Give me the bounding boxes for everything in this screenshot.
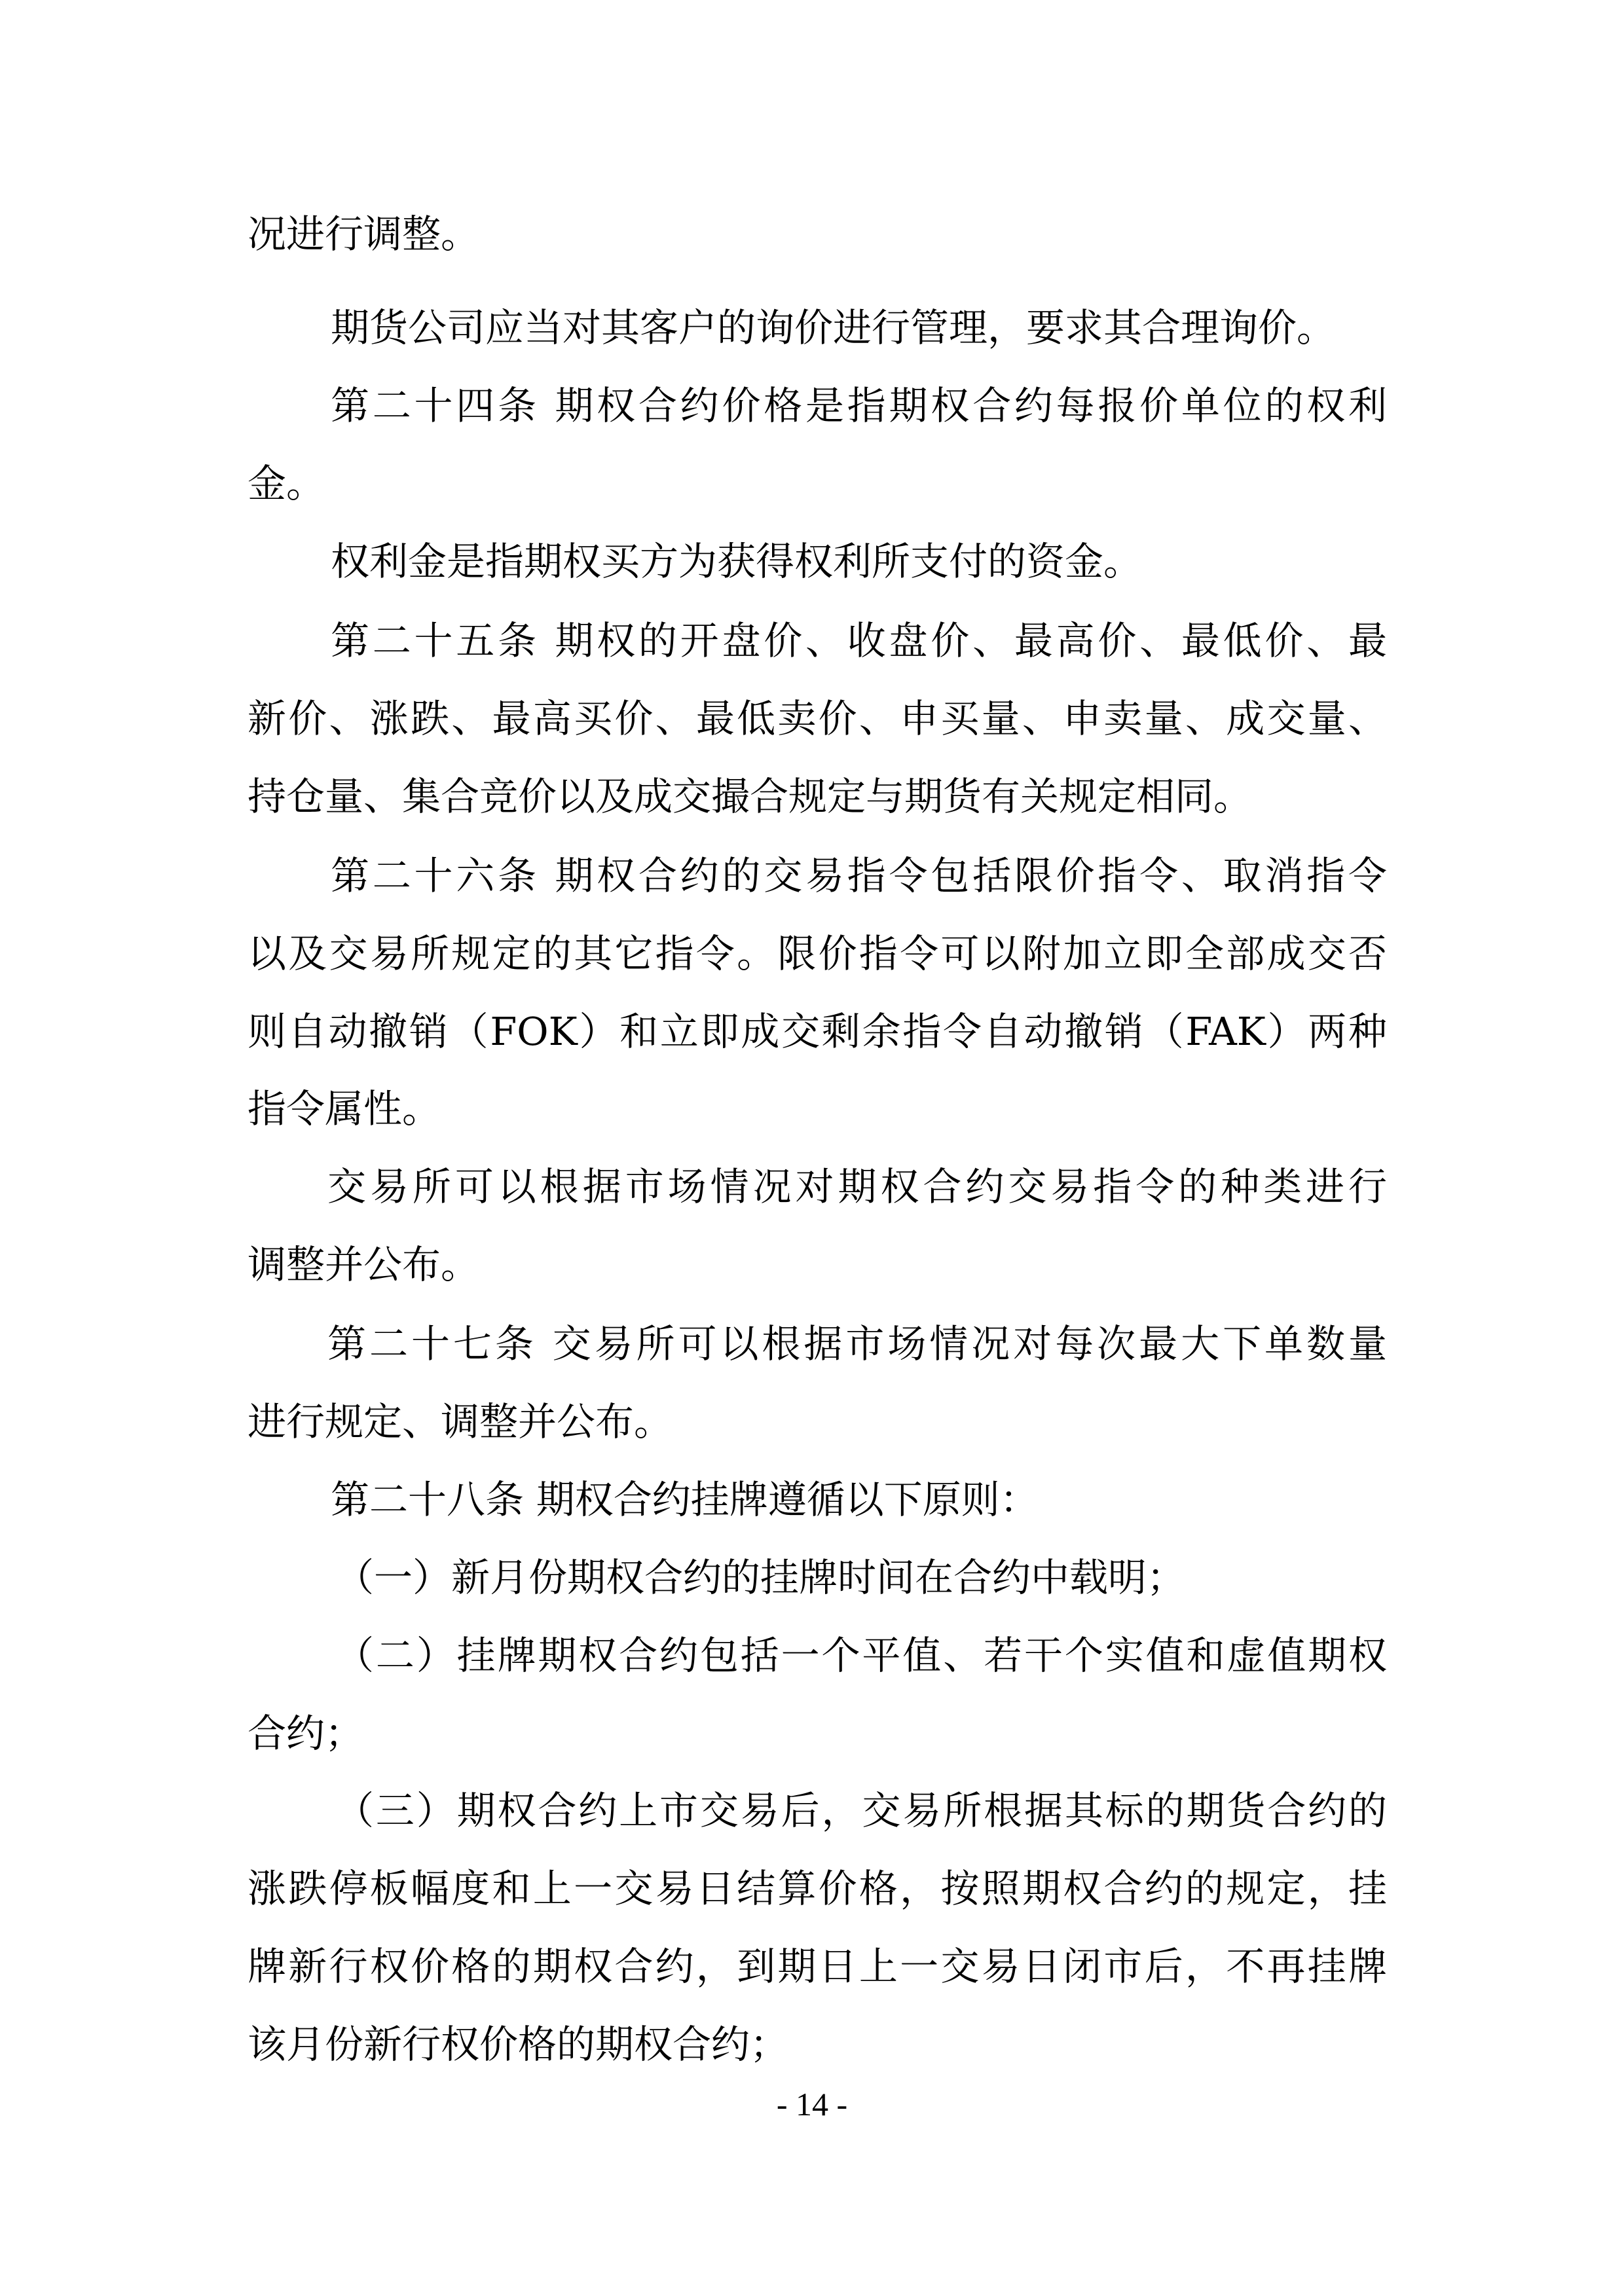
text-line-1: 况进行调整。 bbox=[248, 211, 480, 257]
text-line-9: 第二十六条 期权合约的交易指令包括限价指令、取消指令 bbox=[331, 853, 1387, 898]
text-line-12: 指令属性。 bbox=[248, 1086, 441, 1131]
text-line-20: 合约； bbox=[248, 1711, 364, 1756]
text-line-8: 持仓量、集合竞价以及成交撮合规定与期货有关规定相同。 bbox=[248, 774, 1253, 819]
text-line-19: （二）挂牌期权合约包括一个平值、若干个实值和虚值期权 bbox=[335, 1633, 1387, 1678]
text-line-24: 该月份新行权价格的期权合约； bbox=[248, 2022, 789, 2067]
text-line-10: 以及交易所规定的其它指令。限价指令可以附加立即全部成交否 bbox=[248, 931, 1387, 976]
text-line-11: 则自动撤销（FOK）和立即成交剩余指令自动撤销（FAK）两种 bbox=[248, 1009, 1387, 1054]
text-line-7: 新价、涨跌、最高买价、最低卖价、申买量、申卖量、成交量、 bbox=[248, 696, 1387, 741]
text-line-3: 第二十四条 期权合约价格是指期权合约每报价单位的权利 bbox=[331, 383, 1387, 428]
text-line-4: 金。 bbox=[248, 461, 325, 506]
text-line-14: 调整并公布。 bbox=[248, 1242, 480, 1287]
text-line-6: 第二十五条 期权的开盘价、收盘价、最高价、最低价、最 bbox=[331, 618, 1387, 663]
text-line-5: 权利金是指期权买方为获得权利所支付的资金。 bbox=[331, 539, 1143, 584]
text-line-2: 期货公司应当对其客户的询价进行管理，要求其合理询价。 bbox=[331, 305, 1336, 350]
page-number: - 14 - bbox=[776, 2086, 848, 2123]
text-line-15: 第二十七条 交易所可以根据市场情况对每次最大下单数量 bbox=[327, 1321, 1387, 1366]
text-line-13: 交易所可以根据市场情况对期权合约交易指令的种类进行 bbox=[327, 1164, 1387, 1209]
text-line-18: （一）新月份期权合约的挂牌时间在合约中载明； bbox=[335, 1555, 1186, 1600]
text-line-17: 第二十八条 期权合约挂牌遵循以下原则： bbox=[331, 1477, 1039, 1522]
text-line-22: 涨跌停板幅度和上一交易日结算价格，按照期权合约的规定，挂 bbox=[248, 1866, 1387, 1911]
text-line-21: （三）期权合约上市交易后，交易所根据其标的期货合约的 bbox=[335, 1788, 1387, 1833]
text-line-16: 进行规定、调整并公布。 bbox=[248, 1399, 673, 1444]
text-line-23: 牌新行权价格的期权合约，到期日上一交易日闭市后，不再挂牌 bbox=[248, 1944, 1387, 1989]
